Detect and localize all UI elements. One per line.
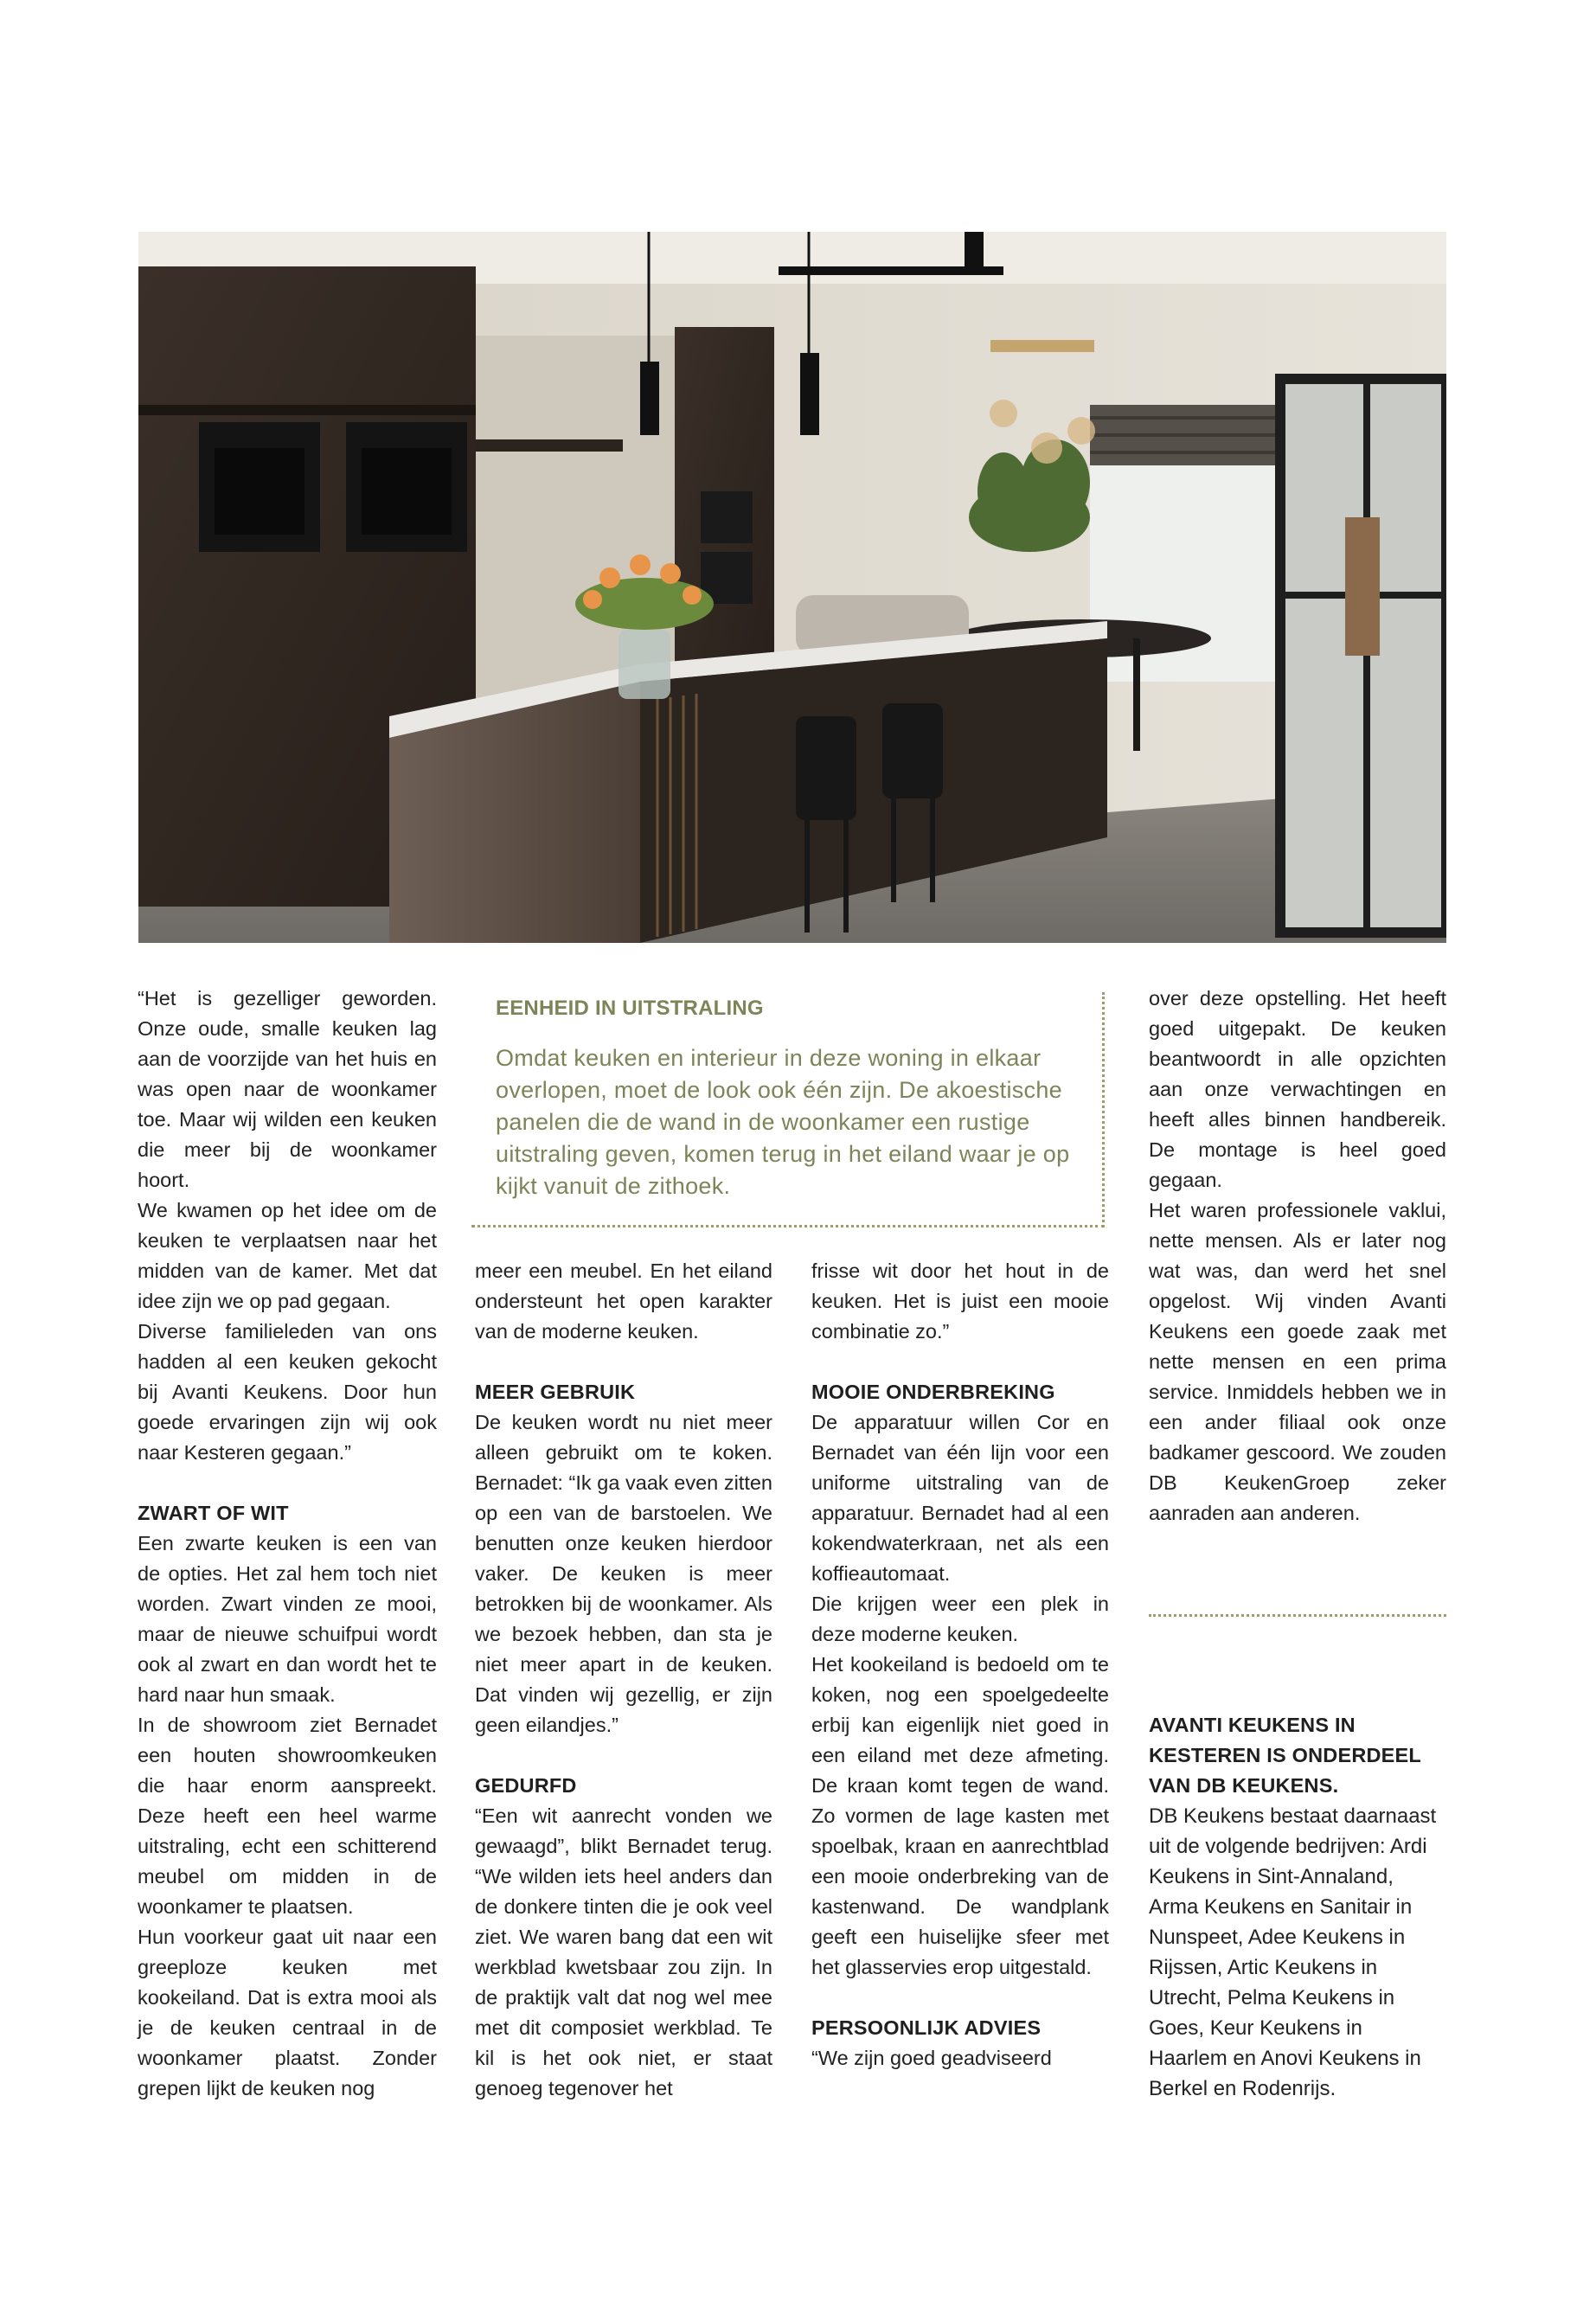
paragraph: Diverse familieleden van ons hadden al een keuken gekocht bij Avanti Keukens. Door hun goede ervaringen zijn wij ook naar Kesteren gegaan.” [138, 1320, 437, 1464]
paragraph: De apparatuur willen Cor en Bernadet van één lijn voor een uniforme uitstraling van de apparatuur. Bernadet had al een kokendwaterkraan, net als een koffieautomaat. [811, 1411, 1109, 1585]
paragraph: frisse wit door het hout in de keuken. Het is juist een mooie combinatie zo.” [811, 1259, 1109, 1343]
paragraph: Hun voorkeur gaat uit naar een greeploze keuken met kookeiland. Dat is extra mooi als je de keuken centraal in de woonkamer plaatst. Zonder grepen lijkt de keuken nog [138, 1926, 437, 2099]
section-heading: MEER GEBRUIK [475, 1381, 636, 1403]
paragraph: De keuken wordt nu niet meer alleen gebruikt om te koken. Bernadet: “Ik ga vaak even zitten op een van de barstoelen. We benutten onze keuken hierdoor vaker. De keuken is meer betrokken bij de woonkamer. Als we bezoek hebben, dan sta je niet meer apart in de keuken. Dat vinden wij gezellig, er zijn geen eilandjes.” [475, 1411, 772, 1736]
sidebar-box [1149, 1710, 1446, 2104]
paragraph: Het kookeiland is bedoeld om te koken, nog een spoelgedeelte erbij kan eigenlijk niet goed in een eiland met deze afmeting. De kraan komt tegen de wand. Zo vormen de lage kasten met spoelbak, kraan en aanrechtblad een mooie onderbreking van de kastenwand. De wandplank geeft een huiselijke sfeer met het glasservies erop uitgestald. [811, 1653, 1109, 1978]
article-column-1 [138, 984, 437, 2104]
paragraph: We kwamen op het idee om de keuken te verplaatsen naar het midden van de kamer. Met dat idee zijn we op pad gegaan. [138, 1199, 437, 1312]
sidebar-title: AVANTI KEUKENS IN KESTEREN IS ONDERDEEL VAN DB KEUKENS. [1149, 1714, 1421, 1797]
pull-quote-text: Omdat keuken en interieur in deze woning in elkaar overlopen, moet de look ook één zijn. De akoestische panelen die de wand in de woonkamer een rustige uitstraling geven, komen terug in het eiland waar je op kijkt vanuit de zithoek. [496, 1045, 1070, 1199]
paragraph: meer een meubel. En het eiland ondersteunt het open karakter van de moderne keuken. [475, 1259, 772, 1343]
paragraph: In de showroom ziet Bernadet een houten showroomkeuken die haar enorm aanspreekt. Deze heeft een heel warme uitstraling, echt een schitterend meubel om midden in de woonkamer te plaatsen. [138, 1714, 437, 1918]
pull-quote-title: EENHEID IN UITSTRALING [496, 997, 764, 1020]
section-heading: PERSOONLIJK ADVIES [811, 2016, 1042, 2039]
article-column-4 [1149, 984, 1446, 1529]
sidebar-text: DB Keukens bestaat daarnaast uit de volgende bedrijven: Ardi Keukens in Sint-Annaland, Arma Keukens en Sanitair in Nunspeet, Adee Keukens in Rijssen, Artic Keukens in Utrecht, Pelma Keukens in Goes, Keur Keukens in Haarlem en Anovi Keukens in Berkel en Rodenrijs. [1149, 1804, 1437, 2100]
section-heading: GEDURFD [475, 1774, 577, 1797]
article-column-3 [811, 1256, 1109, 2073]
pull-quote-box [471, 992, 1105, 1227]
paragraph: Die krijgen weer een plek in deze moderne keuken. [811, 1593, 1109, 1645]
kitchen-photo [138, 232, 1446, 943]
paragraph: “Een wit aanrecht vonden we gewaagd”, blikt Bernadet terug. “We wilden iets heel anders dan de donkere tinten die je ook veel ziet. We waren bang dat een wit werkblad kwetsbaar zou zijn. In de praktijk valt dat nog wel mee met dit composiet werkblad. Te kil is het ook niet, er staat genoeg tegenover het [475, 1804, 772, 2099]
paragraph: “We zijn goed geadviseerd [811, 2047, 1052, 2069]
paragraph: Een zwarte keuken is een van de opties. Het zal hem toch niet worden. Zwart vinden ze mooi, maar de nieuwe schuifpui wordt ook al zwart en dan wordt het te hard naar hun smaak. [138, 1532, 437, 1706]
section-heading: ZWART OF WIT [138, 1502, 289, 1524]
paragraph: over deze opstelling. Het heeft goed uitgepakt. De keuken beantwoordt in alle opzichten aan onze verwachtingen en heeft alles binnen handbereik. De montage is heel goed gegaan. [1149, 987, 1446, 1191]
section-heading: MOOIE ONDERBREKING [811, 1381, 1055, 1403]
paragraph: “Het is gezelliger geworden. Onze oude, smalle keuken lag aan de voorzijde van het huis en was open naar de woonkamer toe. Maar wij wilden een keuken die meer bij de woonkamer hoort. [138, 987, 437, 1191]
article-column-2 [475, 1256, 772, 2104]
divider [1149, 1614, 1446, 1617]
paragraph: Het waren professionele vaklui, nette mensen. Als er later nog wat was, dan werd het snel opgelost. Wij vinden Avanti Keukens een goede zaak met nette mensen en een prima service. Inmiddels hebben we in een ander filiaal ook onze badkamer gescoord. We zouden DB KeukenGroep zeker aanraden aan anderen. [1149, 1199, 1446, 1524]
